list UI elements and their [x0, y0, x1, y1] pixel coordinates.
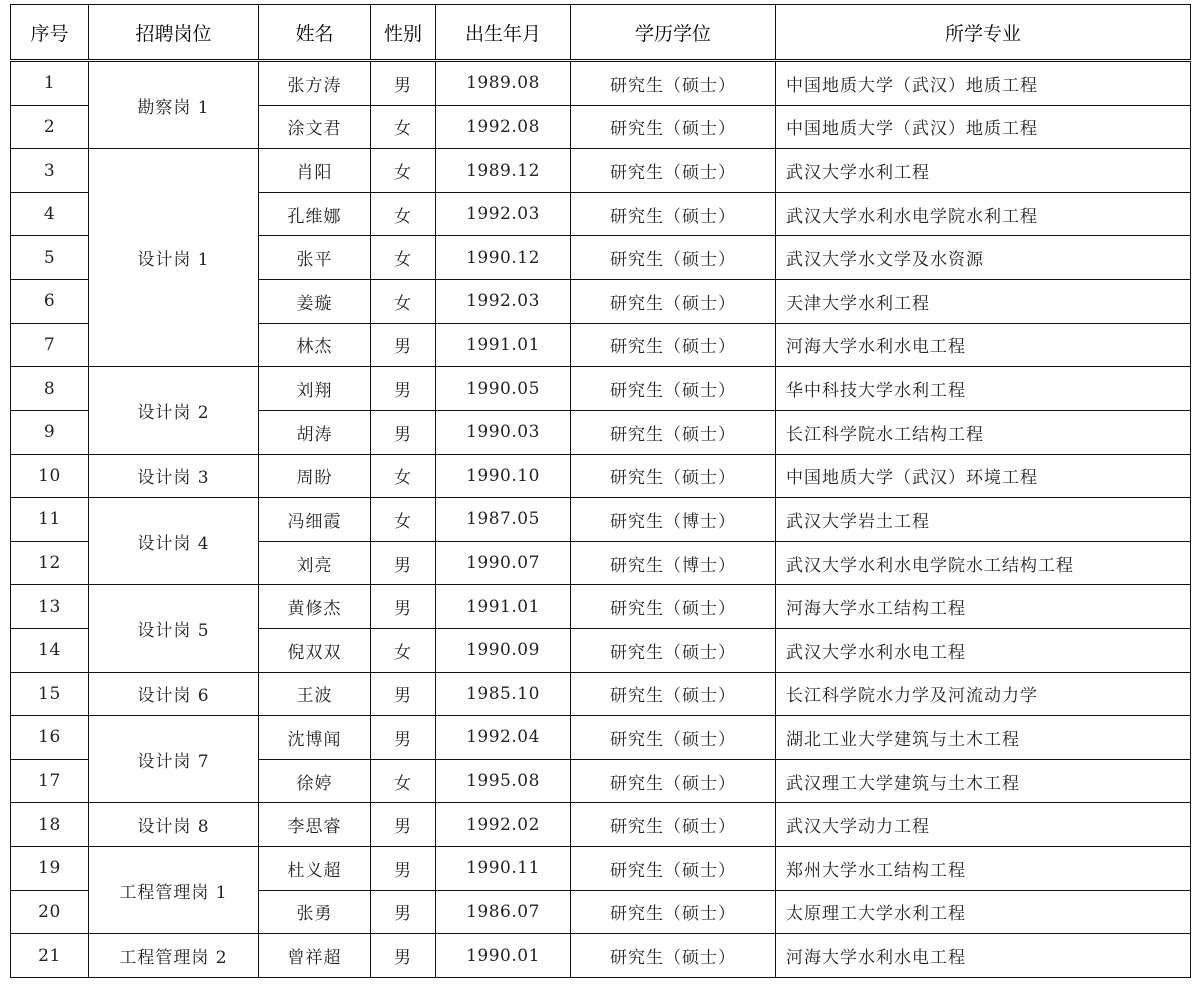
cell-birth: 1990.07 [436, 541, 571, 585]
cell-major: 武汉大学水利水电学院水工结构工程 [776, 541, 1191, 585]
header-gender: 性别 [371, 5, 436, 61]
cell-name: 徐婷 [259, 759, 371, 803]
cell-gender: 女 [371, 236, 436, 280]
table-row [11, 803, 1191, 847]
cell-major: 河海大学水利水电工程 [776, 934, 1191, 978]
cell-position: 设计岗 5 [89, 585, 259, 672]
cell-serial: 1 [11, 61, 89, 106]
cell-name: 杜义超 [259, 846, 371, 890]
cell-birth: 1985.10 [436, 672, 571, 716]
cell-gender: 男 [371, 803, 436, 847]
cell-serial: 17 [11, 759, 89, 803]
cell-degree: 研究生（硕士） [571, 149, 776, 193]
cell-major: 中国地质大学（武汉）地质工程 [776, 105, 1191, 149]
cell-name: 冯细霞 [259, 498, 371, 542]
cell-gender: 男 [371, 934, 436, 978]
header-degree: 学历学位 [571, 5, 776, 61]
cell-birth: 1992.04 [436, 716, 571, 760]
header-major: 所学专业 [776, 5, 1191, 61]
cell-serial: 16 [11, 716, 89, 760]
cell-birth: 1995.08 [436, 759, 571, 803]
table-row [11, 367, 1191, 411]
cell-gender: 男 [371, 716, 436, 760]
cell-serial: 8 [11, 367, 89, 411]
cell-name: 李思睿 [259, 803, 371, 847]
cell-name: 胡涛 [259, 410, 371, 454]
cell-name: 林杰 [259, 323, 371, 367]
cell-birth: 1991.01 [436, 323, 571, 367]
cell-birth: 1990.01 [436, 934, 571, 978]
header-position: 招聘岗位 [89, 5, 259, 61]
cell-birth: 1990.09 [436, 628, 571, 672]
cell-serial: 21 [11, 934, 89, 978]
cell-birth: 1989.08 [436, 61, 571, 106]
cell-birth: 1987.05 [436, 498, 571, 542]
cell-name: 王波 [259, 672, 371, 716]
cell-serial: 12 [11, 541, 89, 585]
cell-degree: 研究生（硕士） [571, 628, 776, 672]
cell-degree: 研究生（硕士） [571, 585, 776, 629]
cell-name: 张平 [259, 236, 371, 280]
cell-degree: 研究生（硕士） [571, 716, 776, 760]
cell-birth: 1990.10 [436, 454, 571, 498]
cell-gender: 女 [371, 105, 436, 149]
cell-name: 刘翔 [259, 367, 371, 411]
cell-name: 倪双双 [259, 628, 371, 672]
cell-degree: 研究生（硕士） [571, 280, 776, 324]
cell-birth: 1990.05 [436, 367, 571, 411]
cell-position: 工程管理岗 1 [89, 846, 259, 933]
cell-birth: 1992.02 [436, 803, 571, 847]
header-serial: 序号 [11, 5, 89, 61]
cell-gender: 女 [371, 628, 436, 672]
cell-major: 中国地质大学（武汉）环境工程 [776, 454, 1191, 498]
cell-degree: 研究生（硕士） [571, 759, 776, 803]
cell-serial: 13 [11, 585, 89, 629]
cell-name: 周盼 [259, 454, 371, 498]
cell-position: 设计岗 1 [89, 149, 259, 367]
table-row [11, 846, 1191, 890]
cell-birth: 1990.11 [436, 846, 571, 890]
cell-serial: 7 [11, 323, 89, 367]
cell-degree: 研究生（硕士） [571, 61, 776, 106]
cell-degree: 研究生（硕士） [571, 672, 776, 716]
cell-gender: 女 [371, 280, 436, 324]
cell-major: 长江科学院水力学及河流动力学 [776, 672, 1191, 716]
cell-degree: 研究生（硕士） [571, 410, 776, 454]
cell-major: 太原理工大学水利工程 [776, 890, 1191, 934]
cell-gender: 男 [371, 846, 436, 890]
cell-major: 长江科学院水工结构工程 [776, 410, 1191, 454]
cell-major: 华中科技大学水利工程 [776, 367, 1191, 411]
table-row [11, 149, 1191, 193]
cell-birth: 1992.03 [436, 192, 571, 236]
cell-name: 涂文君 [259, 105, 371, 149]
header-birth: 出生年月 [436, 5, 571, 61]
cell-major: 武汉大学水利水电学院水利工程 [776, 192, 1191, 236]
table-row [11, 716, 1191, 760]
cell-major: 河海大学水工结构工程 [776, 585, 1191, 629]
cell-serial: 20 [11, 890, 89, 934]
cell-degree: 研究生（硕士） [571, 890, 776, 934]
cell-degree: 研究生（硕士） [571, 323, 776, 367]
cell-position: 设计岗 2 [89, 367, 259, 454]
cell-serial: 6 [11, 280, 89, 324]
cell-name: 刘亮 [259, 541, 371, 585]
cell-birth: 1992.03 [436, 280, 571, 324]
cell-gender: 男 [371, 61, 436, 106]
cell-gender: 男 [371, 585, 436, 629]
header-name: 姓名 [259, 5, 371, 61]
cell-degree: 研究生（硕士） [571, 367, 776, 411]
cell-major: 郑州大学水工结构工程 [776, 846, 1191, 890]
cell-position: 设计岗 8 [89, 803, 259, 847]
cell-position: 勘察岗 1 [89, 61, 259, 149]
cell-major: 武汉大学水利水电工程 [776, 628, 1191, 672]
table-row [11, 672, 1191, 716]
cell-position: 设计岗 4 [89, 498, 259, 585]
cell-birth: 1986.07 [436, 890, 571, 934]
cell-degree: 研究生（硕士） [571, 803, 776, 847]
cell-name: 曾祥超 [259, 934, 371, 978]
cell-birth: 1991.01 [436, 585, 571, 629]
cell-gender: 男 [371, 672, 436, 716]
cell-degree: 研究生（硕士） [571, 454, 776, 498]
cell-name: 肖阳 [259, 149, 371, 193]
cell-gender: 男 [371, 410, 436, 454]
cell-name: 孔维娜 [259, 192, 371, 236]
cell-major: 武汉大学水利工程 [776, 149, 1191, 193]
cell-name: 张勇 [259, 890, 371, 934]
cell-degree: 研究生（硕士） [571, 105, 776, 149]
cell-gender: 男 [371, 541, 436, 585]
cell-position: 设计岗 6 [89, 672, 259, 716]
cell-major: 河海大学水利水电工程 [776, 323, 1191, 367]
cell-position: 设计岗 3 [89, 454, 259, 498]
cell-name: 黄修杰 [259, 585, 371, 629]
cell-serial: 11 [11, 498, 89, 542]
cell-birth: 1990.03 [436, 410, 571, 454]
cell-serial: 2 [11, 105, 89, 149]
cell-gender: 男 [371, 890, 436, 934]
cell-serial: 3 [11, 149, 89, 193]
cell-serial: 9 [11, 410, 89, 454]
cell-serial: 15 [11, 672, 89, 716]
cell-gender: 男 [371, 323, 436, 367]
table-row [11, 454, 1191, 498]
cell-major: 湖北工业大学建筑与土木工程 [776, 716, 1191, 760]
table-row [11, 61, 1191, 106]
cell-gender: 女 [371, 454, 436, 498]
cell-major: 武汉大学水文学及水资源 [776, 236, 1191, 280]
cell-name: 沈博闻 [259, 716, 371, 760]
cell-major: 中国地质大学（武汉）地质工程 [776, 61, 1191, 106]
cell-degree: 研究生（硕士） [571, 236, 776, 280]
cell-major: 武汉大学动力工程 [776, 803, 1191, 847]
cell-serial: 14 [11, 628, 89, 672]
cell-gender: 女 [371, 192, 436, 236]
cell-serial: 18 [11, 803, 89, 847]
cell-name: 姜璇 [259, 280, 371, 324]
cell-gender: 男 [371, 367, 436, 411]
cell-degree: 研究生（博士） [571, 498, 776, 542]
table-row [11, 498, 1191, 542]
recruitment-table [10, 4, 1191, 978]
cell-serial: 19 [11, 846, 89, 890]
cell-degree: 研究生（硕士） [571, 846, 776, 890]
cell-name: 张方涛 [259, 61, 371, 106]
cell-major: 天津大学水利工程 [776, 280, 1191, 324]
header-row [11, 5, 1191, 61]
cell-gender: 女 [371, 498, 436, 542]
cell-serial: 4 [11, 192, 89, 236]
table-row [11, 585, 1191, 629]
cell-birth: 1992.08 [436, 105, 571, 149]
cell-position: 工程管理岗 2 [89, 934, 259, 978]
table-row [11, 934, 1191, 978]
cell-degree: 研究生（博士） [571, 541, 776, 585]
cell-major: 武汉大学岩土工程 [776, 498, 1191, 542]
cell-degree: 研究生（硕士） [571, 934, 776, 978]
cell-gender: 女 [371, 149, 436, 193]
cell-serial: 10 [11, 454, 89, 498]
cell-major: 武汉理工大学建筑与土木工程 [776, 759, 1191, 803]
table-body [11, 61, 1191, 978]
cell-position: 设计岗 7 [89, 716, 259, 803]
cell-birth: 1990.12 [436, 236, 571, 280]
cell-birth: 1989.12 [436, 149, 571, 193]
cell-gender: 女 [371, 759, 436, 803]
cell-serial: 5 [11, 236, 89, 280]
cell-degree: 研究生（硕士） [571, 192, 776, 236]
